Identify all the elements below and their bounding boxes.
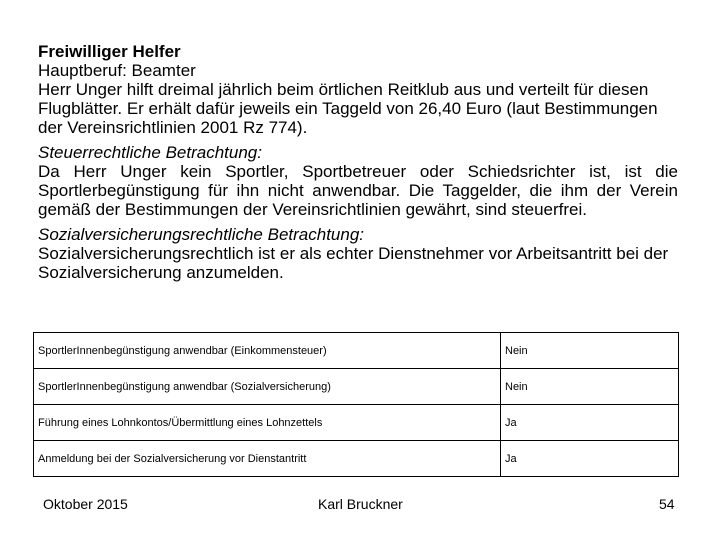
footer-date: Oktober 2015: [43, 496, 128, 512]
table-row: [34, 405, 679, 441]
table-row-label: SportlerInnenbegünstigung anwendbar (Einkommensteuer): [34, 333, 501, 369]
table-row: [34, 441, 679, 477]
table-row-label: SportlerInnenbegünstigung anwendbar (Sozialversicherung): [34, 369, 501, 405]
table-row: [34, 333, 679, 369]
footer-author: Karl Bruckner: [318, 496, 403, 512]
tax-text: Da Herr Unger kein Sportler, Sportbetreuer oder Schiedsrichter ist, ist die Sportlerbegünstigung für ihn nicht anwendbar. Die Taggelder, die ihm der Verein gemäß der Bestimmungen der Vereinsrichtlinien gewährt, sind steuerfrei.: [38, 162, 678, 219]
slide-title: Freiwilliger Helfer: [38, 42, 181, 61]
tax-heading: Steuerrechtliche Betrachtung:: [38, 143, 262, 162]
social-insurance-text: Sozialversicherungsrechtlich ist er als echter Dienstnehmer vor Arbeitsantritt bei der Sozialversicherung anzumelden.: [38, 244, 669, 282]
table-row-value: Nein: [501, 369, 679, 405]
table-row-label: Anmeldung bei der Sozialversicherung vor Dienstantritt: [34, 441, 501, 477]
case-description: Herr Unger hilft dreimal jährlich beim örtlichen Reitklub aus und verteilt für diesen Flugblätter. Er erhält dafür jeweils ein Taggeld von 26,40 Euro (laut Bestimmungen der Vereinsrichtlinien 2001 Rz 774).: [38, 80, 658, 137]
summary-table: [33, 332, 679, 477]
table-row-value: Ja: [501, 405, 679, 441]
social-insurance-heading: Sozialversicherungsrechtliche Betrachtung:: [38, 225, 365, 244]
table-row-label: Führung eines Lohnkontos/Übermittlung eines Lohnzettels: [34, 405, 501, 441]
slide-content: [38, 42, 678, 282]
table-row: [34, 369, 679, 405]
table-row-value: Nein: [501, 333, 679, 369]
page-number: 54: [659, 496, 675, 512]
table-row-value: Ja: [501, 441, 679, 477]
occupation-line: Hauptberuf: Beamter: [38, 61, 196, 80]
